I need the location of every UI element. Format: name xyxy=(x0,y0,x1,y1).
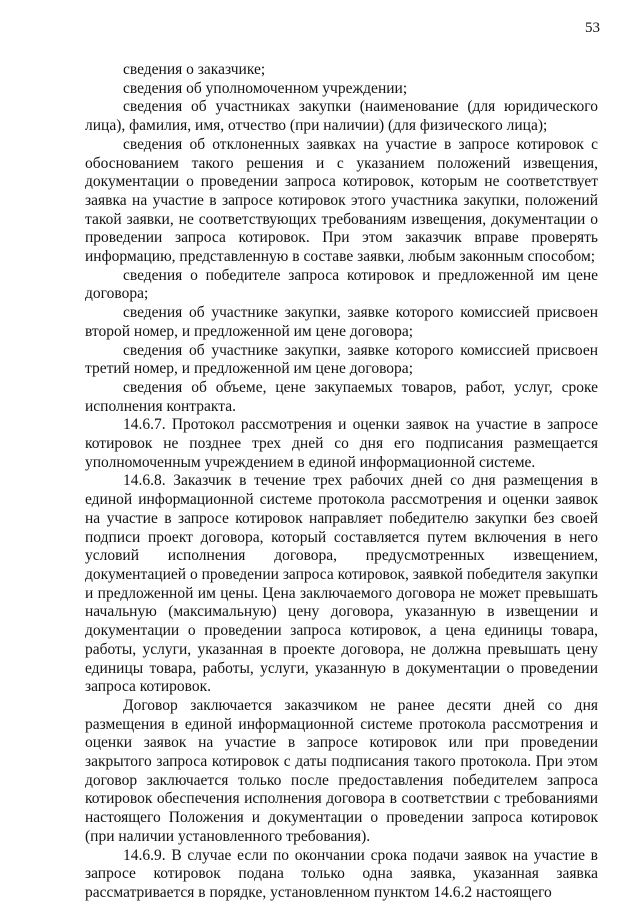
paragraph: сведения о победителе запроса котировок и предложенной им цене договора; xyxy=(85,266,598,303)
document-body xyxy=(85,61,598,903)
paragraph: 14.6.7. Протокол рассмотрения и оценки заявок на участие в запросе котировок не позднее трех дней со дня его подписания размещается уполномоченным учреждением в единой информационной системе. xyxy=(85,416,598,471)
paragraph: сведения об объеме, цене закупаемых товаров, работ, услуг, сроке исполнения контракта. xyxy=(85,378,598,415)
paragraph: сведения об участнике закупки, заявке которого комиссией присвоен второй номер, и предложенной им цене договора; xyxy=(85,304,598,340)
paragraph: 14.6.9. В случае если по окончании срока подачи заявок на участие в запросе котировок подана только одна заявка, указанная заявка рассматривается в порядке, установленном пунктом 14.6.2 настоящего xyxy=(85,846,598,901)
page-number: 53 xyxy=(585,20,600,36)
paragraph: сведения об участниках закупки (наименование (для юридического лица), фамилия, имя, отчество (при наличии) (для физического лица); xyxy=(85,98,598,135)
paragraph: сведения об уполномоченном учреждении; xyxy=(123,79,408,97)
paragraph: сведения о заказчике; xyxy=(123,61,266,78)
paragraph: 14.6.8. Заказчик в течение трех рабочих дней со дня размещения в единой информационной системе протокола рассмотрения и оценки заявок на участие в запросе котировок направляет победителю закупки без своей подписи проект договора, который составляется путем включения в него условий исполнения договора, предусмотренных извещением, документацией о проведении запроса котировок, заявкой победителя закупки и предложенной им цены. Цена заключаемого договора не может превышать начальную (максимальную) цену договора, указанную в извещении и документации о проведении запроса котировок, а цена единицы товара, работы, услуги, указанная в проекте договора, не должна превышать цену единицы товара, работы, услуги, указанную в документации о проведении запроса котировок. xyxy=(85,472,598,696)
paragraph: сведения об участнике закупки, заявке которого комиссией присвоен третий номер, и предложенной им цене договора; xyxy=(85,341,598,378)
paragraph: Договор заключается заказчиком не ранее десяти дней со дня размещения в единой информационной системе протокола рассмотрения и оценки заявок на участие в запросе котировок или при проведении закрытого запроса котировок с даты подписания такого протокола. При этом договор заключается только после предоставления победителем запроса котировок обеспечения исполнения договора в соответствии с требованиями настоящего Положения и документации о проведении запроса котировок (при наличии установленного требования). xyxy=(85,696,598,845)
paragraph: сведения об отклоненных заявках на участие в запросе котировок с обоснованием такого решения и с указанием положений извещения, документации о проведении запроса котировок, которым не соответствует заявка на участие в запросе котировок этого участника закупки, положений такой заявки, не соответствующих требованиям извещения, документации о проведении запроса котировок. При этом заказчик вправе проверять информацию, представленную в составе заявки, любым законным способом; xyxy=(85,135,598,266)
